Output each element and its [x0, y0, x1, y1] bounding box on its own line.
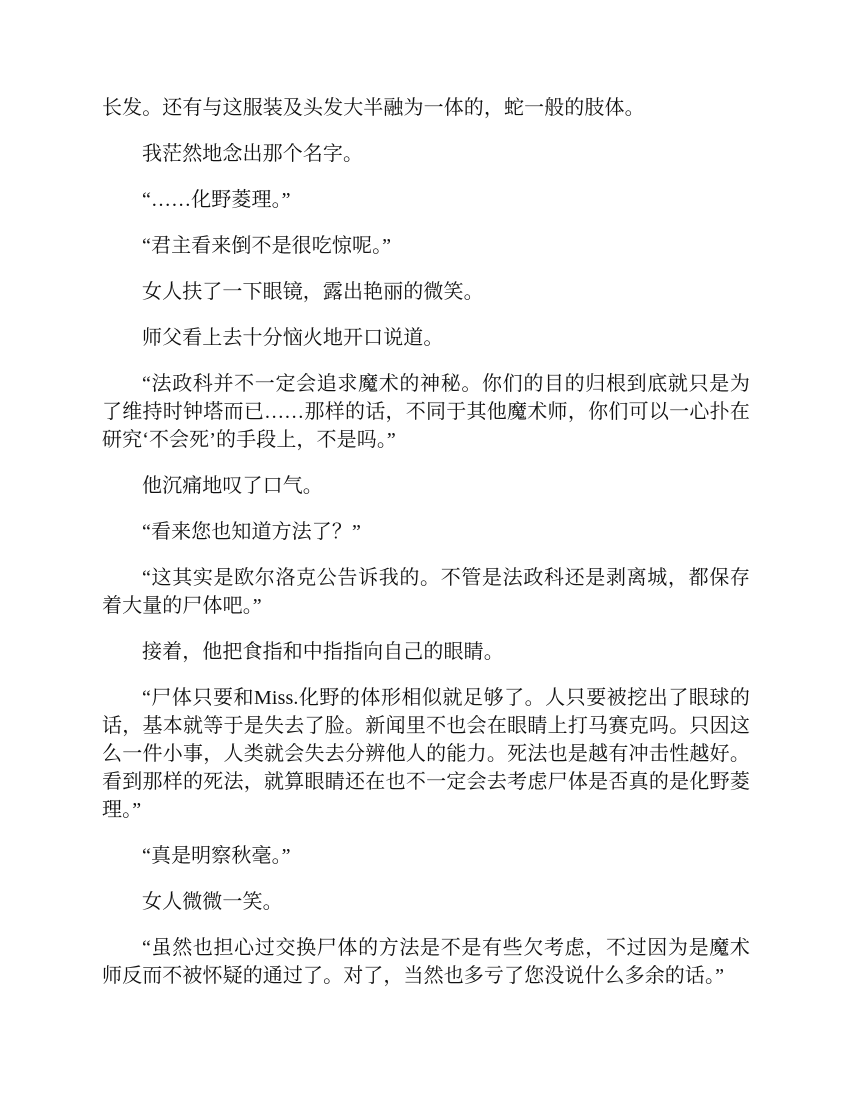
paragraph-11: 接着，他把食指和中指指向自己的眼睛。: [142, 641, 504, 663]
paragraph-13: “真是明察秋毫。”: [142, 845, 291, 867]
paragraph-2: 我茫然地念出那个名字。: [142, 143, 364, 165]
paragraph-14: 女人微微一笑。: [142, 891, 283, 913]
paragraph-4: “君主看来倒不是很吃惊呢。”: [142, 235, 392, 257]
paragraph-6: 师父看上去十分恼火地开口说道。: [142, 327, 444, 349]
body-text: [102, 94, 750, 1008]
paragraph-12: “尸体只要和Miss.化野的体形相似就足够了。人只要被挖出了眼球的话，基本就等于是失去了脸。新闻里不也会在眼睛上打马赛克吗。只因这么一件小事，人类就会失去分辨他人的能力。死法也是越有冲击性越好。看到那样的死法，就算眼睛还在也不一定会去考虑尸体是否真的是化野菱理。”: [102, 687, 750, 821]
paragraph-5: 女人扶了一下眼镜，露出艳丽的微笑。: [142, 281, 484, 303]
paragraph-1: 长发。还有与这服装及头发大半融为一体的，蛇一般的肢体。: [102, 97, 645, 119]
paragraph-9: “看来您也知道方法了？”: [142, 521, 361, 543]
paragraph-10: “这其实是欧尔洛克公告诉我的。不管是法政科还是剥离城，都保存着大量的尸体吧。”: [102, 567, 750, 617]
paragraph-8: 他沉痛地叹了口气。: [142, 475, 323, 497]
paragraph-3: “……化野菱理。”: [142, 189, 291, 211]
paragraph-7: “法政科并不一定会追求魔术的神秘。你们的目的归根到底就只是为了维持时钟塔而已……那样的话，不同于其他魔术师，你们可以一心扑在研究‘不会死’的手段上，不是吗。”: [102, 373, 750, 451]
paragraph-15: “虽然也担心过交换尸体的方法是不是有些欠考虑，不过因为是魔术师反而不被怀疑的通过了。对了，当然也多亏了您没说什么多余的话。”: [102, 937, 750, 987]
